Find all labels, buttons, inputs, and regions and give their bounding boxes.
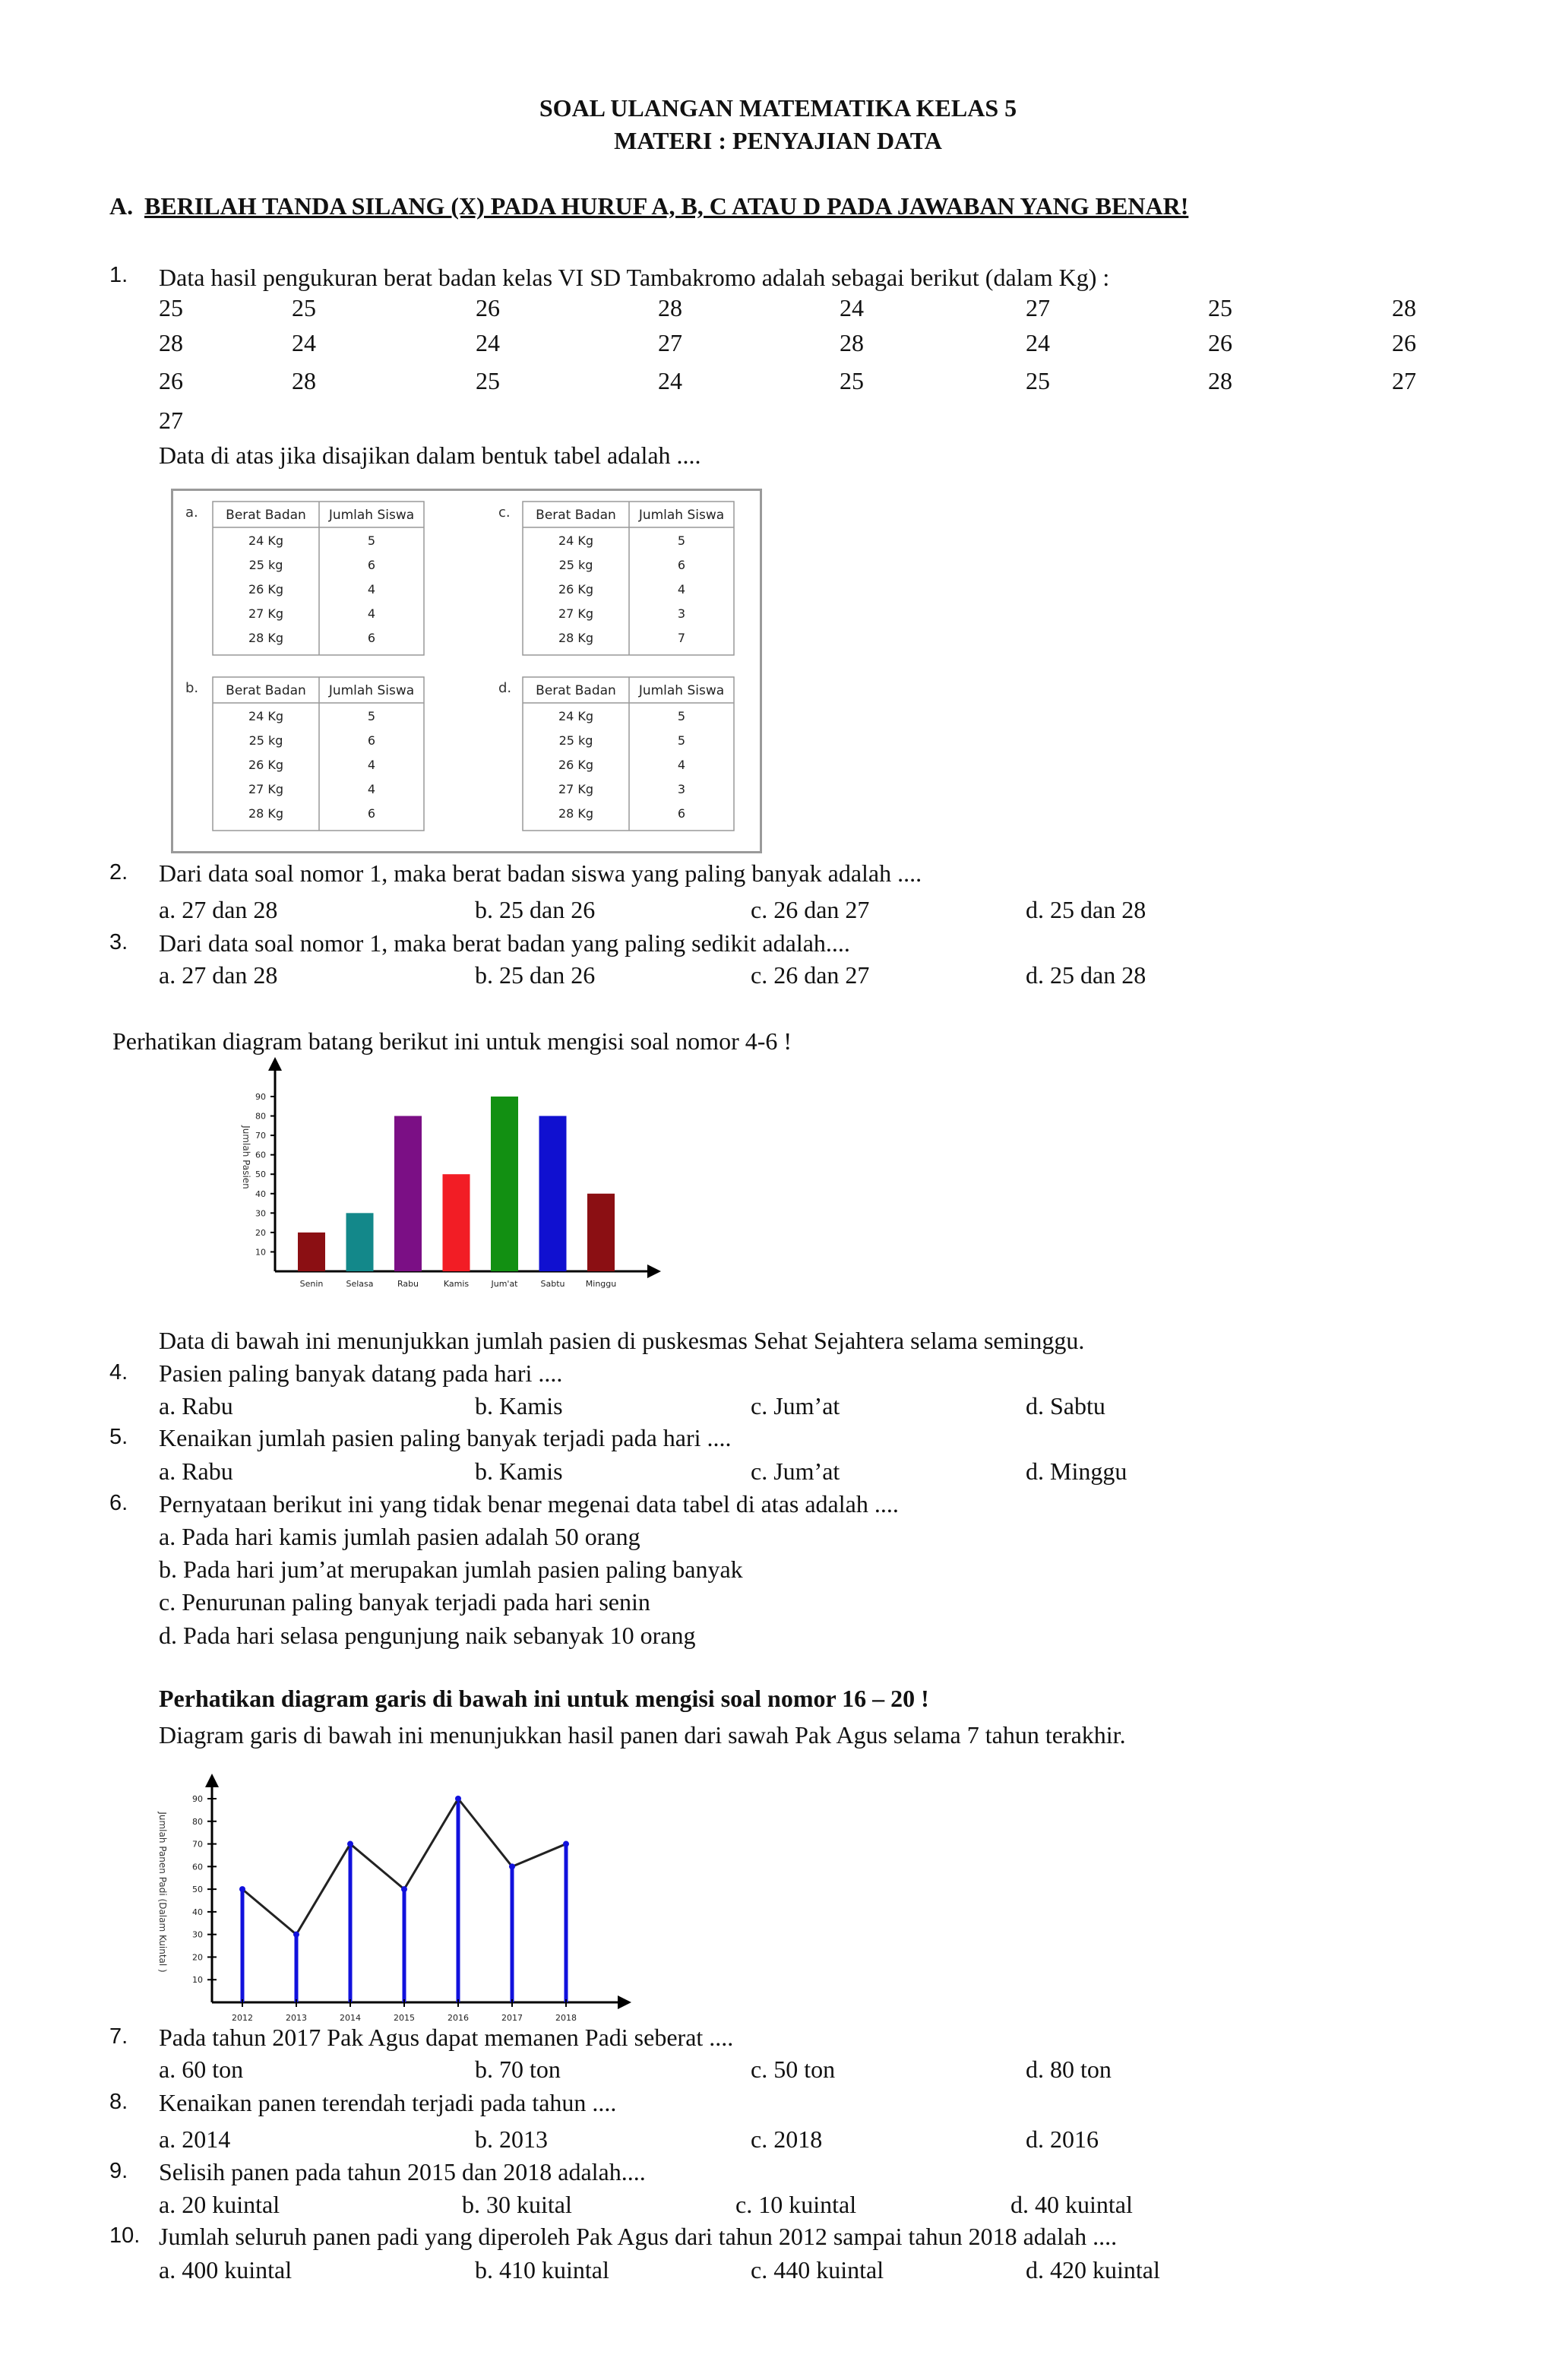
x-axis-arrow bbox=[647, 1264, 661, 1278]
table-cell-count: 4 bbox=[677, 582, 686, 597]
q5-text: Kenaikan jumlah pasien paling banyak terjadi pada hari .... bbox=[159, 1424, 732, 1451]
q5-number: 5. bbox=[109, 1425, 128, 1449]
table-cell-weight: 24 Kg bbox=[248, 533, 284, 548]
q6-option-a[interactable]: a. Pada hari kamis jumlah pasien adalah 50 orang bbox=[159, 1523, 640, 1550]
q1-data-value: 25 bbox=[159, 294, 183, 321]
q9-option-d[interactable]: d. 40 kuintal bbox=[1010, 2191, 1133, 2218]
x-tick-label: 2017 bbox=[501, 2013, 523, 2021]
q1-data-value: 24 bbox=[840, 294, 864, 321]
q1-data-value: 28 bbox=[840, 329, 864, 356]
q1-data-value: 24 bbox=[476, 329, 500, 356]
table-cell-count: 5 bbox=[367, 533, 376, 548]
data-point-2014 bbox=[347, 1841, 353, 1847]
x-tick-label: Senin bbox=[299, 1279, 324, 1289]
q1-data-value: 28 bbox=[1208, 367, 1232, 394]
q5-option-a[interactable]: a. Rabu bbox=[159, 1457, 233, 1485]
table-cell-count: 5 bbox=[677, 709, 686, 723]
q1-data-value: 25 bbox=[840, 367, 864, 394]
q7-number: 7. bbox=[109, 2024, 128, 2049]
q8-option-c[interactable]: c. 2018 bbox=[751, 2125, 823, 2153]
table-cell-count: 4 bbox=[367, 582, 376, 597]
y-tick-label: 70 bbox=[255, 1131, 266, 1141]
q1-text: Data hasil pengukuran berat badan kelas VI SD Tambakromo adalah sebagai berikut (dalam Kg) : bbox=[159, 264, 1110, 291]
y-axis-arrow bbox=[268, 1057, 282, 1071]
x-tick-label: Rabu bbox=[397, 1279, 419, 1289]
x-tick-label: Kamis bbox=[443, 1279, 470, 1289]
y-tick-label: 60 bbox=[192, 1862, 203, 1872]
q1-option-tables bbox=[0, 0, 1556, 866]
q4-option-a[interactable]: a. Rabu bbox=[159, 1392, 233, 1419]
table-cell-count: 3 bbox=[677, 606, 686, 621]
table-header-count: Jumlah Siswa bbox=[638, 508, 725, 523]
option-table-label: b. bbox=[185, 680, 199, 696]
table-border bbox=[213, 677, 424, 831]
table-cell-weight: 24 Kg bbox=[248, 709, 284, 723]
q7-option-d[interactable]: d. 80 ton bbox=[1026, 2056, 1112, 2083]
q1-data-value: 26 bbox=[1208, 329, 1232, 356]
q1-data-value: 27 bbox=[1026, 294, 1050, 321]
q1-data-value: 28 bbox=[292, 367, 316, 394]
x-tick-label: 2015 bbox=[394, 2013, 415, 2021]
q5-option-b[interactable]: b. Kamis bbox=[475, 1457, 563, 1485]
q8-option-d[interactable]: d. 2016 bbox=[1026, 2125, 1099, 2153]
table-cell-count: 6 bbox=[677, 806, 686, 821]
y-tick-label: 90 bbox=[255, 1092, 266, 1102]
y-tick-label: 10 bbox=[192, 1975, 203, 1986]
q6-option-c[interactable]: c. Penurunan paling banyak terjadi pada hari senin bbox=[159, 1588, 650, 1616]
table-header-count: Jumlah Siswa bbox=[638, 683, 725, 698]
q3-option-c[interactable]: c. 26 dan 27 bbox=[751, 961, 870, 989]
table-cell-count: 6 bbox=[367, 806, 376, 821]
table-cell-weight: 25 kg bbox=[558, 558, 593, 572]
q10-option-d[interactable]: d. 420 kuintal bbox=[1026, 2256, 1160, 2283]
table-header-count: Jumlah Siswa bbox=[328, 683, 415, 698]
q1-data-value: 27 bbox=[159, 407, 183, 434]
q8-option-b[interactable]: b. 2013 bbox=[475, 2125, 548, 2153]
q1-data-value: 28 bbox=[658, 294, 682, 321]
q9-number: 9. bbox=[109, 2159, 128, 2183]
table-cell-count: 6 bbox=[367, 558, 376, 572]
bar-sabtu bbox=[539, 1116, 567, 1271]
q2-text: Dari data soal nomor 1, maka berat badan siswa yang paling banyak adalah .... bbox=[159, 859, 922, 887]
q4-option-c[interactable]: c. Jum’at bbox=[751, 1392, 840, 1419]
q1-data-value: 26 bbox=[159, 367, 183, 394]
bar-jumat bbox=[491, 1097, 518, 1271]
table-cell-count: 4 bbox=[367, 758, 376, 772]
x-axis-arrow bbox=[618, 1995, 631, 2009]
table-cell-count: 4 bbox=[677, 758, 686, 772]
q9-option-c[interactable]: c. 10 kuintal bbox=[735, 2191, 857, 2218]
table-cell-weight: 27 Kg bbox=[248, 606, 284, 621]
table-cell-count: 5 bbox=[677, 533, 686, 548]
q1-data-value: 24 bbox=[658, 367, 682, 394]
option-table-b[interactable] bbox=[185, 677, 424, 831]
q7-option-c[interactable]: c. 50 ton bbox=[751, 2056, 836, 2083]
q3-option-b[interactable]: b. 25 dan 26 bbox=[475, 961, 596, 989]
q2-option-c[interactable]: c. 26 dan 27 bbox=[751, 896, 870, 923]
y-tick-label: 30 bbox=[192, 1929, 203, 1940]
option-table-c[interactable] bbox=[498, 502, 734, 655]
table-cell-weight: 24 Kg bbox=[558, 709, 594, 723]
bar-rabu bbox=[394, 1116, 422, 1271]
line-chart-description: Diagram garis di bawah ini menunjukkan hasil panen dari sawah Pak Agus selama 7 tahun terakhir. bbox=[159, 1721, 1126, 1749]
y-tick-label: 40 bbox=[192, 1907, 203, 1917]
data-point-2013 bbox=[293, 1932, 299, 1938]
q4-number: 4. bbox=[109, 1360, 128, 1385]
y-tick-label: 80 bbox=[192, 1816, 203, 1827]
q2-option-b[interactable]: b. 25 dan 26 bbox=[475, 896, 596, 923]
line-chart-intro: Perhatikan diagram garis di bawah ini untuk mengisi soal nomor 16 – 20 ! bbox=[159, 1685, 929, 1712]
option-table-label: a. bbox=[185, 505, 198, 521]
y-tick-label: 40 bbox=[255, 1188, 266, 1199]
data-point-2015 bbox=[401, 1886, 407, 1892]
y-tick-label: 80 bbox=[255, 1111, 266, 1122]
q3-number: 3. bbox=[109, 930, 128, 954]
q9-option-a[interactable]: a. 20 kuintal bbox=[159, 2191, 280, 2218]
x-tick-label: Sabtu bbox=[540, 1279, 565, 1289]
q3-option-d[interactable]: d. 25 dan 28 bbox=[1026, 961, 1146, 989]
bar-minggu bbox=[587, 1194, 615, 1271]
q9-text: Selisih panen pada tahun 2015 dan 2018 adalah.... bbox=[159, 2158, 646, 2185]
table-cell-count: 5 bbox=[367, 709, 376, 723]
table-cell-count: 5 bbox=[677, 733, 686, 748]
page-subtitle: MATERI : PENYAJIAN DATA bbox=[614, 127, 942, 154]
q10-number: 10. bbox=[109, 2223, 141, 2248]
q1-prompt: Data di atas jika disajikan dalam bentuk tabel adalah .... bbox=[159, 442, 701, 469]
data-point-2016 bbox=[455, 1796, 461, 1802]
y-tick-label: 20 bbox=[192, 1952, 203, 1963]
table-cell-weight: 27 Kg bbox=[248, 782, 284, 796]
q1-data-value: 24 bbox=[1026, 329, 1050, 356]
y-tick-label: 90 bbox=[192, 1794, 203, 1804]
y-tick-label: 20 bbox=[255, 1227, 266, 1238]
option-table-label: c. bbox=[498, 505, 511, 521]
table-border bbox=[213, 502, 424, 655]
q8-option-a[interactable]: a. 2014 bbox=[159, 2125, 231, 2153]
option-table-label: d. bbox=[498, 680, 512, 696]
q1-data-value: 28 bbox=[159, 329, 183, 356]
q8-text: Kenaikan panen terendah terjadi pada tahun .... bbox=[159, 2089, 617, 2116]
y-tick-label: 30 bbox=[255, 1208, 266, 1219]
q7-text: Pada tahun 2017 Pak Agus dapat memanen Padi seberat .... bbox=[159, 2024, 734, 2051]
q1-data-value: 24 bbox=[292, 329, 316, 356]
page-title: SOAL ULANGAN MATEMATIKA KELAS 5 bbox=[539, 94, 1017, 122]
q6-option-d[interactable]: d. Pada hari selasa pengunjung naik sebanyak 10 orang bbox=[159, 1622, 696, 1649]
x-tick-label: Selasa bbox=[346, 1279, 374, 1289]
table-cell-count: 7 bbox=[677, 631, 686, 645]
bar-chart bbox=[220, 1052, 676, 1296]
y-axis-label: Jumlah Pasien bbox=[241, 1125, 251, 1189]
line-chart bbox=[148, 1771, 650, 2021]
x-tick-label: 2016 bbox=[448, 2013, 469, 2021]
option-table-a[interactable] bbox=[185, 502, 424, 655]
q2-option-a[interactable]: a. 27 dan 28 bbox=[159, 896, 278, 923]
table-cell-weight: 25 kg bbox=[248, 558, 283, 572]
q3-text: Dari data soal nomor 1, maka berat badan yang paling sedikit adalah.... bbox=[159, 929, 850, 957]
table-cell-weight: 26 Kg bbox=[558, 582, 594, 597]
q2-option-d[interactable]: d. 25 dan 28 bbox=[1026, 896, 1146, 923]
q1-data-value: 26 bbox=[476, 294, 500, 321]
y-tick-label: 70 bbox=[192, 1839, 203, 1850]
q2-number: 2. bbox=[109, 860, 128, 885]
table-cell-weight: 25 kg bbox=[558, 733, 593, 748]
table-header-count: Jumlah Siswa bbox=[328, 508, 415, 523]
table-border bbox=[523, 502, 734, 655]
q10-option-a[interactable]: a. 400 kuintal bbox=[159, 2256, 293, 2283]
x-tick-label: Jum'at bbox=[491, 1279, 518, 1289]
table-cell-count: 4 bbox=[367, 606, 376, 621]
q4-option-d[interactable]: d. Sabtu bbox=[1026, 1392, 1105, 1419]
q1-data-value: 25 bbox=[292, 294, 316, 321]
table-cell-count: 3 bbox=[677, 782, 686, 796]
table-cell-weight: 28 Kg bbox=[248, 631, 284, 645]
q8-number: 8. bbox=[109, 2090, 128, 2114]
table-cell-count: 6 bbox=[367, 631, 376, 645]
y-tick-label: 10 bbox=[255, 1247, 266, 1258]
table-cell-weight: 28 Kg bbox=[558, 806, 594, 821]
x-tick-label: Minggu bbox=[585, 1279, 617, 1289]
x-tick-label: 2013 bbox=[286, 2013, 307, 2021]
x-tick-label: 2014 bbox=[340, 2013, 361, 2021]
q4-option-b[interactable]: b. Kamis bbox=[475, 1392, 563, 1419]
data-point-2017 bbox=[509, 1863, 515, 1869]
y-axis-arrow bbox=[205, 1774, 219, 1787]
y-tick-label: 60 bbox=[255, 1150, 266, 1160]
q1-data-value: 27 bbox=[658, 329, 682, 356]
section-a-instruction: BERILAH TANDA SILANG (X) PADA HURUF A, B, C ATAU D PADA JAWABAN YANG BENAR! bbox=[144, 192, 1189, 220]
q9-option-b[interactable]: b. 30 kuital bbox=[462, 2191, 572, 2218]
q1-data-value: 25 bbox=[1026, 367, 1050, 394]
q6-text: Pernyataan berikut ini yang tidak benar megenai data tabel di atas adalah .... bbox=[159, 1490, 899, 1518]
q5-option-d[interactable]: d. Minggu bbox=[1026, 1457, 1127, 1485]
q7-option-b[interactable]: b. 70 ton bbox=[475, 2056, 561, 2083]
table-cell-weight: 26 Kg bbox=[248, 582, 284, 597]
table-cell-weight: 27 Kg bbox=[558, 782, 594, 796]
y-axis-label: Jumlah Panen Padi (Dalam Kuintal ) bbox=[157, 1812, 168, 1973]
q3-option-a[interactable]: a. 27 dan 28 bbox=[159, 961, 278, 989]
x-tick-label: 2018 bbox=[555, 2013, 577, 2021]
bar-selasa bbox=[346, 1213, 374, 1271]
table-cell-weight: 26 Kg bbox=[558, 758, 594, 772]
y-tick-label: 50 bbox=[192, 1885, 203, 1895]
table-cell-weight: 28 Kg bbox=[248, 806, 284, 821]
x-tick-label: 2012 bbox=[232, 2013, 253, 2021]
q1-data-value: 27 bbox=[1392, 367, 1416, 394]
q5-option-c[interactable]: c. Jum’at bbox=[751, 1457, 840, 1485]
q10-option-c[interactable]: c. 440 kuintal bbox=[751, 2256, 884, 2283]
q7-option-a[interactable]: a. 60 ton bbox=[159, 2056, 244, 2083]
q10-option-b[interactable]: b. 410 kuintal bbox=[475, 2256, 609, 2283]
option-table-d[interactable] bbox=[498, 677, 734, 831]
bar-kamis bbox=[443, 1174, 470, 1271]
data-point-2012 bbox=[239, 1886, 245, 1892]
table-cell-weight: 24 Kg bbox=[558, 533, 594, 548]
table-header-weight: Berat Badan bbox=[226, 683, 306, 698]
section-a-letter: A. bbox=[109, 192, 134, 220]
q4-text: Pasien paling banyak datang pada hari .... bbox=[159, 1359, 563, 1387]
table-cell-weight: 27 Kg bbox=[558, 606, 594, 621]
q10-text: Jumlah seluruh panen padi yang diperoleh Pak Agus dari tahun 2012 sampai tahun 2018 adalah .... bbox=[159, 2223, 1118, 2250]
table-cell-count: 6 bbox=[367, 733, 376, 748]
bar-chart-description: Data di bawah ini menunjukkan jumlah pasien di puskesmas Sehat Sejahtera selama seminggu. bbox=[159, 1327, 1085, 1354]
data-point-2018 bbox=[563, 1841, 569, 1847]
bar-chart-intro: Perhatikan diagram batang berikut ini untuk mengisi soal nomor 4-6 ! bbox=[112, 1027, 792, 1055]
q1-data-value: 25 bbox=[476, 367, 500, 394]
table-header-weight: Berat Badan bbox=[536, 508, 616, 523]
table-border bbox=[523, 677, 734, 831]
q1-data-value: 25 bbox=[1208, 294, 1232, 321]
table-cell-count: 4 bbox=[367, 782, 376, 796]
q1-number: 1. bbox=[109, 263, 128, 287]
q1-data-value: 28 bbox=[1392, 294, 1416, 321]
table-cell-weight: 25 kg bbox=[248, 733, 283, 748]
y-tick-label: 50 bbox=[255, 1169, 266, 1180]
q6-number: 6. bbox=[109, 1491, 128, 1515]
q6-option-b[interactable]: b. Pada hari jum’at merupakan jumlah pasien paling banyak bbox=[159, 1556, 743, 1583]
q1-data-value: 26 bbox=[1392, 329, 1416, 356]
table-header-weight: Berat Badan bbox=[226, 508, 306, 523]
table-cell-count: 6 bbox=[677, 558, 686, 572]
table-cell-weight: 28 Kg bbox=[558, 631, 594, 645]
bar-senin bbox=[298, 1233, 325, 1271]
table-cell-weight: 26 Kg bbox=[248, 758, 284, 772]
table-header-weight: Berat Badan bbox=[536, 683, 616, 698]
